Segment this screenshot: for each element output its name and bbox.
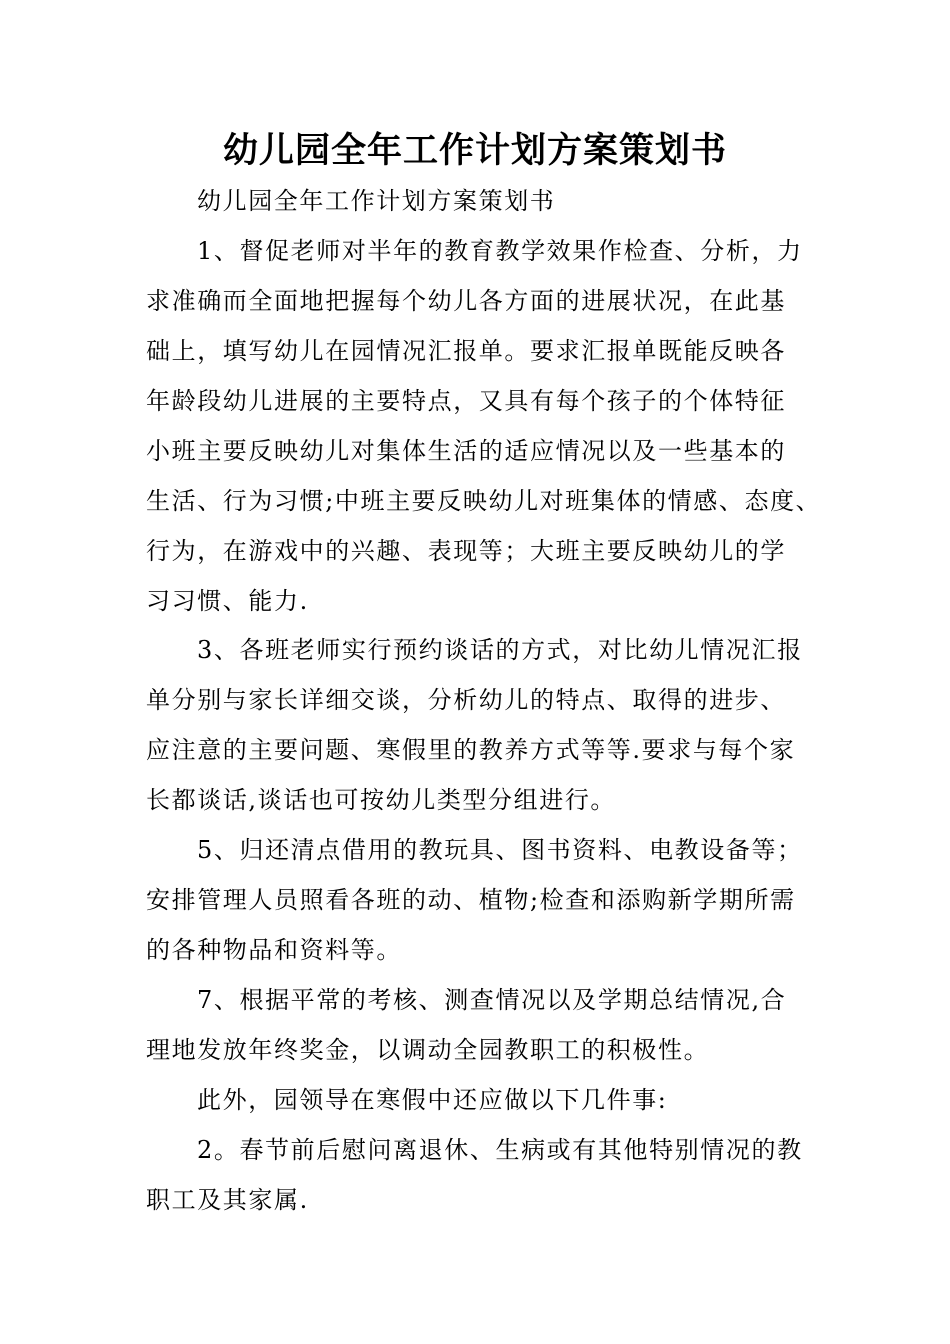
paragraph-line: 职工及其家属. [146,1186,309,1214]
paragraph-line: 行为，在游戏中的兴趣、表现等；大班主要反映幼儿的学 [146,537,786,565]
paragraph-line: 此外，园领导在寒假中还应做以下几件事: [197,1086,668,1114]
paragraph-line: 础上，填写幼儿在园情况汇报单。要求汇报单既能反映各 [146,337,786,365]
paragraph-line: 的各种物品和资料等。 [146,936,402,964]
paragraph-line: 单分别与家长详细交谈，分析幼儿的特点、取得的进步、 [146,686,786,714]
paragraph-line: 5、归还清点借用的教玩具、图书资料、电教设备等； [197,836,803,864]
paragraph-line: 长都谈话,谈话也可按幼儿类型分组进行。 [146,786,617,814]
paragraph-line: 小班主要反映幼儿对集体生活的适应情况以及一些基本的 [146,437,786,465]
paragraph-line: 理地发放年终奖金，以调动全园教职工的积极性。 [146,1036,710,1064]
paragraph-line: 3、各班老师实行预约谈话的方式，对比幼儿情况汇报 [197,636,803,664]
paragraph-line: 应注意的主要问题、寒假里的教养方式等等.要求与每个家 [146,736,796,764]
paragraph-line: 安排管理人员照看各班的动、植物;检查和添购新学期所需 [146,886,796,914]
paragraph-line: 生活、行为习惯;中班主要反映幼儿对班集体的情感、态度、 [146,487,822,515]
paragraph-line: 2。春节前后慰问离退休、生病或有其他特别情况的教 [197,1136,803,1164]
subtitle-line: 幼儿园全年工作计划方案策划书 [197,187,556,215]
paragraph-line: 习习惯、能力. [146,587,309,615]
paragraph-line: 求准确而全面地把握每个幼儿各方面的进展状况，在此基 [146,287,786,315]
paragraph-line: 1、督促老师对半年的教育教学效果作检查、分析，力 [197,237,803,265]
paragraph-line: 年龄段幼儿进展的主要特点，又具有每个孩子的个体特征 [146,387,786,415]
document-title: 幼儿园全年工作计划方案策划书 [222,130,727,171]
paragraph-line: 7、根据平常的考核、测查情况以及学期总结情况,合 [197,986,787,1014]
